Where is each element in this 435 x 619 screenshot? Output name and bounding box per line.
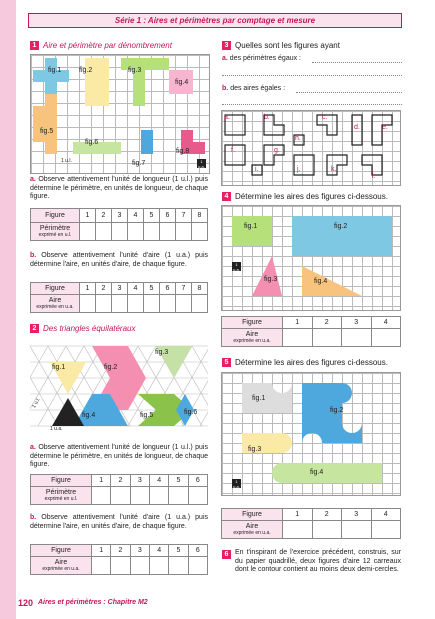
answer-cell[interactable] — [169, 487, 188, 505]
ex4-fig2-label: fig.2 — [334, 223, 348, 230]
ex1-fig1-label: fig.1 — [48, 67, 62, 74]
answer-cell[interactable] — [149, 557, 168, 575]
ex1-question-a — [30, 176, 208, 202]
answer-cell[interactable] — [130, 557, 149, 575]
ex4-fig4-label: fig.4 — [314, 278, 328, 285]
ex3-letter-i: i. — [255, 166, 259, 173]
table-col: 1 — [80, 283, 96, 295]
answer-cell[interactable] — [188, 487, 207, 505]
table-col: 2 — [111, 545, 130, 557]
answer-cell[interactable] — [312, 329, 342, 347]
ex5-fig2-label: fig.2 — [330, 407, 344, 414]
ex3-letter-g: g. — [274, 147, 280, 154]
ex1-fig5-shape — [45, 94, 57, 154]
ex5-table-area — [221, 508, 401, 539]
table-row-label — [222, 521, 283, 539]
table-row-label — [31, 295, 80, 313]
answer-cell[interactable] — [144, 295, 160, 313]
row-sublabel: exprimée en u.a. — [233, 530, 271, 536]
answer-cell[interactable] — [96, 295, 112, 313]
table-col: 2 — [111, 475, 130, 487]
table-col: 3 — [342, 317, 372, 329]
exercise-5-grid — [221, 372, 401, 496]
answer-cell[interactable] — [92, 557, 111, 575]
row-label: Périmètre — [45, 489, 77, 496]
table-col: 3 — [112, 209, 128, 223]
table-col: 4 — [371, 509, 401, 521]
answer-cell[interactable] — [111, 487, 130, 505]
ex1-fig2-label: fig.2 — [79, 67, 93, 74]
exercise-2-number: 2 — [30, 324, 39, 333]
ex5-fig4-label: fig.4 — [310, 469, 324, 476]
row-label: Aire — [245, 523, 259, 530]
ex5-fig4-shape — [272, 463, 382, 483]
ex2-unit-area-triangle — [52, 398, 84, 426]
ex3-letter-b: b. — [264, 114, 270, 121]
table-col: 4 — [128, 209, 144, 223]
ex2-unit-area: 1 u.a. — [50, 426, 63, 432]
page-margin-band — [0, 0, 16, 619]
table-col: 2 — [96, 283, 112, 295]
ex1-qb-text: Observe attentivement l'unité d'aire (1 u.a.) puis détermine l'aire, en unités d'aire, de chaque figure. — [30, 252, 208, 268]
answer-cell[interactable] — [342, 329, 372, 347]
ex3-a-answer-line-2[interactable] — [222, 75, 402, 76]
answer-cell[interactable] — [112, 295, 128, 313]
table-col: 2 — [96, 209, 112, 223]
ex3-letter-e: e. — [382, 124, 388, 131]
table-col: 5 — [169, 545, 188, 557]
table-row-label — [31, 557, 92, 575]
table-header: Figure — [222, 509, 283, 521]
exercise-3-number: 3 — [222, 41, 231, 50]
row-sublabel: exprimé en u.l. — [44, 496, 78, 502]
answer-cell[interactable] — [283, 329, 313, 347]
ex1-fig7-label: fig.7 — [132, 160, 146, 167]
ex3-letter-a: a. — [224, 114, 230, 121]
answer-cell[interactable] — [342, 521, 372, 539]
ex1-unit-length: 1 u.l. — [61, 158, 72, 164]
table-header: Figure — [31, 545, 92, 557]
ex4-unit-area: 1 u.a. — [233, 262, 240, 272]
ex1-table-perimeter — [30, 208, 208, 241]
table-col: 7 — [176, 209, 192, 223]
exercise-2-heading: Des triangles équilatéraux — [43, 324, 136, 333]
table-col: 3 — [342, 509, 372, 521]
series-title: Série 1 : Aires et périmètres par comptage et mesure — [28, 13, 402, 28]
ex1-qa-text: Observe attentivement l'unité de longueur (1 u.l.) puis détermine le périmètre, en unités de longueur, de chaque figure. — [30, 176, 208, 200]
answer-cell[interactable] — [80, 223, 96, 241]
answer-cell[interactable] — [192, 223, 208, 241]
answer-cell[interactable] — [96, 223, 112, 241]
answer-cell[interactable] — [371, 329, 401, 347]
table-col: 2 — [312, 317, 342, 329]
exercise-1-grid — [30, 54, 210, 174]
row-label: Aire — [245, 331, 259, 338]
answer-cell[interactable] — [283, 521, 313, 539]
ex3-a-answer-line[interactable] — [312, 62, 402, 63]
answer-cell[interactable] — [160, 295, 176, 313]
answer-cell[interactable] — [176, 295, 192, 313]
ex3-letter-j: j. — [297, 166, 301, 173]
table-col: 1 — [283, 509, 313, 521]
table-row-label — [31, 487, 92, 505]
row-label: Aire — [54, 559, 68, 566]
table-header: Figure — [31, 283, 80, 295]
ex1-table-area — [30, 282, 208, 313]
table-col: 3 — [130, 475, 149, 487]
answer-cell[interactable] — [112, 223, 128, 241]
table-col: 3 — [112, 283, 128, 295]
ex4-triangles — [222, 206, 400, 310]
ex2-table-area — [30, 544, 208, 575]
answer-cell[interactable] — [111, 557, 130, 575]
ex3-letter-f: f. — [231, 147, 235, 154]
ex1-qb-letter: b. — [30, 252, 37, 259]
ex3-letter-h: h. — [295, 135, 301, 142]
ex5-fig3-label: fig.3 — [248, 446, 262, 453]
table-col: 4 — [371, 317, 401, 329]
ex3-b-letter: b. — [222, 85, 229, 92]
table-col: 7 — [176, 283, 192, 295]
ex1-qa-letter: a. — [30, 176, 36, 183]
table-col: 2 — [312, 509, 342, 521]
ex2-qa-text: Observe attentivement l'unité de longueur (1 u.l.) puis détermine le périmètre, en unités de longueur, de chaque figure. — [30, 444, 208, 468]
exercise-3-grid — [221, 110, 401, 186]
answer-cell[interactable] — [188, 557, 207, 575]
ex2-question-a — [30, 444, 208, 470]
answer-cell[interactable] — [80, 295, 96, 313]
ex1-fig3-shape-stem — [133, 70, 145, 106]
row-sublabel: exprimée en u.a. — [36, 304, 74, 310]
exercise-1-number: 1 — [30, 41, 39, 50]
ex2-unit-length: 1 u.l. — [31, 396, 42, 410]
ex5-fig1-shape — [242, 383, 292, 413]
ex2-question-b — [30, 514, 208, 531]
table-col: 6 — [188, 545, 207, 557]
ex1-fig6-label: fig.6 — [85, 139, 99, 146]
answer-cell[interactable] — [128, 295, 144, 313]
ex1-fig5-label: fig.5 — [40, 128, 54, 135]
answer-cell[interactable] — [128, 223, 144, 241]
answer-cell[interactable] — [149, 487, 168, 505]
answer-cell[interactable] — [176, 223, 192, 241]
table-col: 1 — [92, 545, 111, 557]
ex1-fig2-shape — [85, 58, 109, 106]
table-col: 1 — [283, 317, 313, 329]
ex5-shapes — [222, 373, 400, 495]
exercise-4-heading: Détermine les aires des figures ci-dessous. — [235, 192, 388, 201]
exercise-2-triangle-grid — [30, 336, 208, 436]
row-sublabel: exprimée en u.a. — [233, 338, 271, 344]
ex3-a-text: des périmètres égaux : — [229, 55, 301, 62]
ex4-fig4-shape — [302, 266, 362, 296]
ex1-fig5-shape-b — [33, 106, 45, 142]
ex3-b-answer-line-2[interactable] — [222, 104, 402, 105]
ex3-letter-l: l. — [372, 173, 376, 180]
ex2-fig3-label: fig.3 — [155, 349, 169, 356]
ex6-text: En t'inspirant de l'exercice précédent, construis, sur du papier quadrillé, deux figures d'aire 12 carreaux dont le contour contient au moins deux demi-cercles. — [235, 549, 401, 573]
ex4-table-area — [221, 316, 401, 347]
table-col: 5 — [169, 475, 188, 487]
ex1-fig7-shape — [141, 130, 153, 154]
table-header: Figure — [222, 317, 283, 329]
table-col: 8 — [192, 283, 208, 295]
table-col: 3 — [130, 545, 149, 557]
table-col: 5 — [144, 209, 160, 223]
table-col: 4 — [149, 545, 168, 557]
ex1-question-b — [30, 252, 208, 269]
footer-chapter: Aires et périmètres : Chapitre M2 — [38, 599, 148, 606]
exercise-4-grid — [221, 205, 401, 311]
exercise-6-number: 6 — [222, 550, 231, 559]
answer-cell[interactable] — [160, 223, 176, 241]
answer-cell[interactable] — [130, 487, 149, 505]
table-col: 4 — [149, 475, 168, 487]
table-col: 6 — [160, 283, 176, 295]
table-row-label — [31, 223, 80, 241]
ex2-fig4-label: fig.4 — [82, 412, 96, 419]
ex3-b — [222, 85, 285, 92]
ex2-qb-text: Observe attentivement l'unité d'aire (1 u.a.) puis détermine l'aire, en unités d'aire, de chaque figure. — [30, 514, 208, 530]
ex2-fig6-label: fig.6 — [184, 409, 198, 416]
ex3-b-text: des aires égales : — [230, 85, 286, 92]
ex2-table-perimeter — [30, 474, 208, 505]
ex2-qa-letter: a. — [30, 444, 36, 451]
ex3-a — [222, 55, 301, 62]
table-header: Figure — [31, 475, 92, 487]
ex3-letter-c: c. — [322, 114, 328, 121]
answer-cell[interactable] — [371, 521, 401, 539]
ex4-fig1-label: fig.1 — [244, 223, 258, 230]
exercise-1-heading: Aire et périmètre par dénombrement — [43, 41, 172, 50]
ex3-b-answer-line[interactable] — [296, 92, 402, 93]
ex1-fig3-label: fig.3 — [128, 67, 142, 74]
row-sublabel: exprimé en u.l. — [38, 232, 72, 238]
table-header: Figure — [31, 209, 80, 223]
ex2-qb-letter: b. — [30, 514, 37, 521]
ex1-fig8-label: fig.8 — [176, 148, 190, 155]
ex2-fig1-label: fig.1 — [52, 364, 66, 371]
ex3-letter-k: k. — [331, 166, 337, 173]
answer-cell[interactable] — [92, 487, 111, 505]
ex1-unit-area: 1 u.a. — [198, 159, 205, 169]
exercise-3-heading: Quelles sont les figures ayant — [235, 41, 340, 50]
page-number: 120 — [18, 598, 34, 608]
row-label: Aire — [48, 297, 62, 304]
ex2-fig2-label: fig.2 — [104, 364, 118, 371]
answer-cell[interactable] — [192, 295, 208, 313]
ex2-fig5-label: fig.5 — [140, 412, 154, 419]
table-col: 1 — [80, 209, 96, 223]
answer-cell[interactable] — [144, 223, 160, 241]
table-col: 5 — [144, 283, 160, 295]
table-row-label — [222, 329, 283, 347]
ex1-fig8-shape — [181, 130, 193, 142]
answer-cell[interactable] — [169, 557, 188, 575]
ex5-fig1-label: fig.1 — [252, 395, 266, 402]
exercise-5-number: 5 — [222, 358, 231, 367]
ex5-unit-area: 1 u.a. — [233, 479, 240, 489]
ex4-fig3-label: fig.3 — [264, 276, 278, 283]
ex3-a-letter: a. — [222, 55, 228, 62]
ex3-letter-d: d. — [354, 124, 360, 131]
row-sublabel: exprimée en u.a. — [42, 566, 80, 572]
row-label: Périmètre — [39, 225, 71, 232]
exercise-4-number: 4 — [222, 192, 231, 201]
answer-cell[interactable] — [312, 521, 342, 539]
table-col: 8 — [192, 209, 208, 223]
ex1-fig4-label: fig.4 — [175, 79, 189, 86]
table-col: 6 — [160, 209, 176, 223]
table-col: 4 — [128, 283, 144, 295]
exercise-5-heading: Détermine les aires des figures ci-dessous. — [235, 358, 388, 367]
table-col: 1 — [92, 475, 111, 487]
table-col: 6 — [188, 475, 207, 487]
